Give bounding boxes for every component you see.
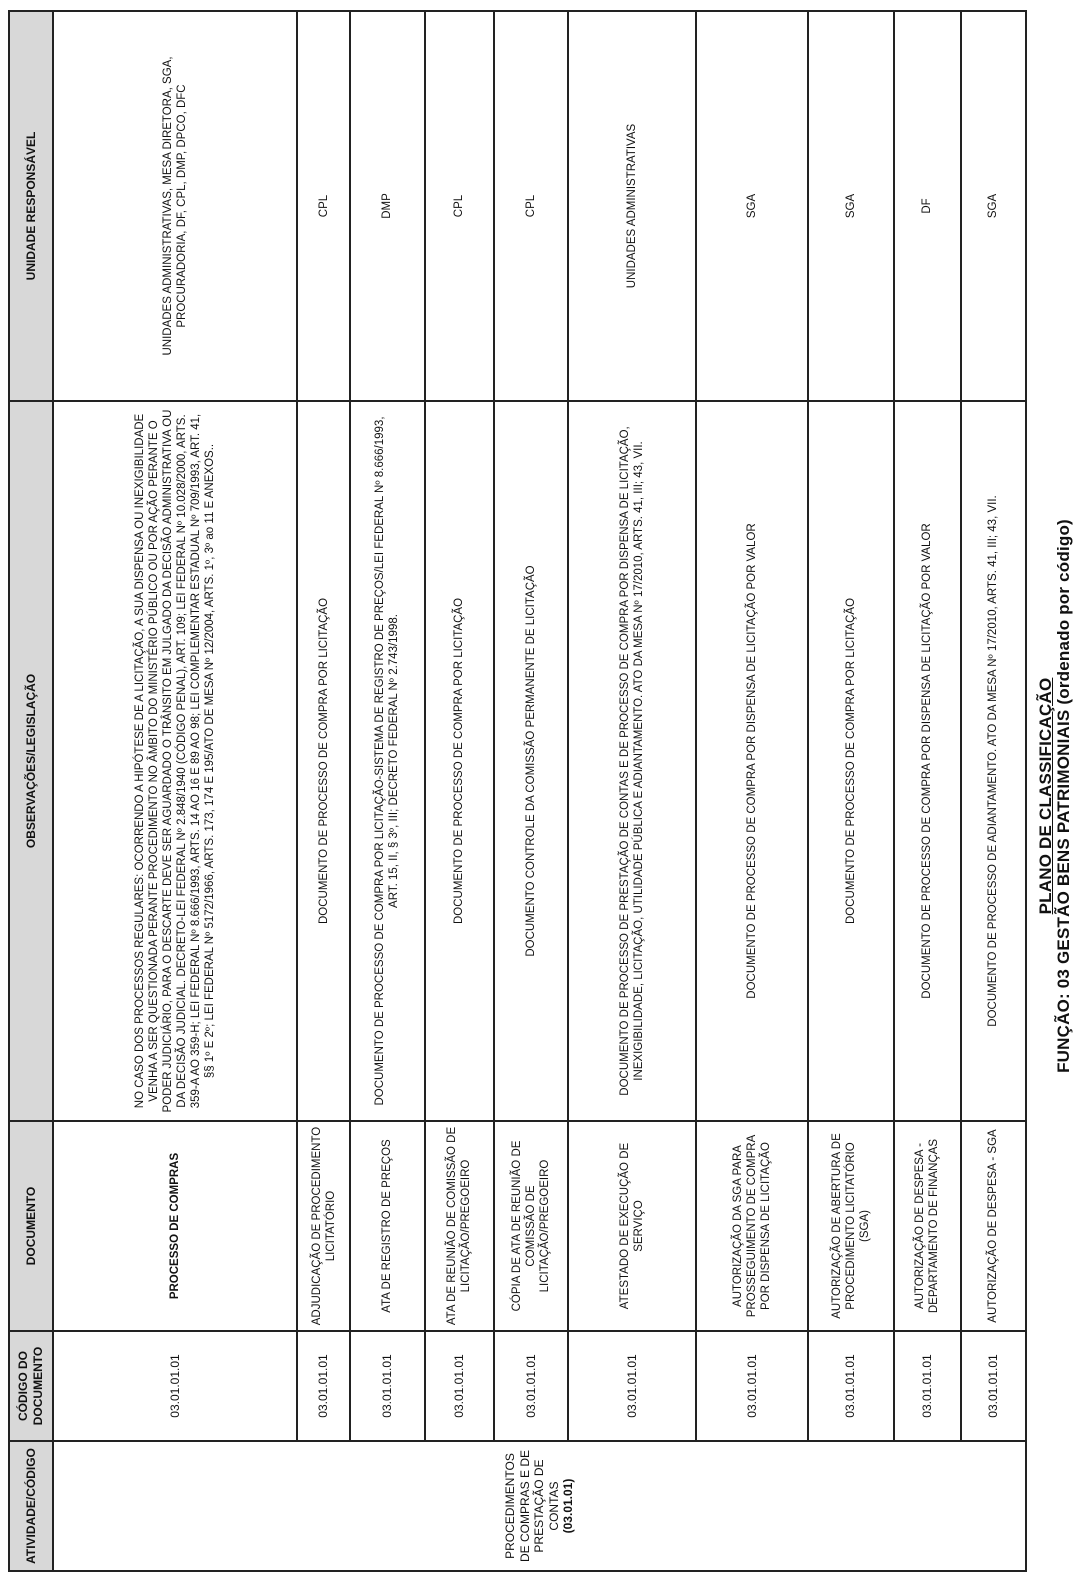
- document-name-cell: ATA DE REGISTRO DE PREÇOS: [350, 1121, 424, 1331]
- table-row: [494, 11, 568, 1571]
- document-name-cell: PROCESSO DE COMPRAS: [53, 1121, 297, 1331]
- table-row: [894, 11, 961, 1571]
- document-name-cell: AUTORIZAÇÃO DE DESPESA - DEPARTAMENTO DE FINANÇAS: [894, 1121, 961, 1331]
- responsible-unit-cell: DF: [894, 11, 961, 401]
- responsible-unit-cell: UNIDADES ADMINISTRATIVAS, MESA DIRETORA, SGA, PROCURADORIA, DF, CPL, DMP, DPCO, DFC: [53, 11, 297, 401]
- observations-cell: DOCUMENTO DE PROCESSO DE COMPRA POR DISPENSA DE LICITAÇÃO POR VALOR: [894, 401, 961, 1121]
- document-name-cell: ATESTADO DE EXECUÇÃO DE SERVIÇO: [568, 1121, 696, 1331]
- document-name-cell: AUTORIZAÇÃO DA SGA PARA PROSSEGUIMENTO DE COMPRA POR DISPENSA DE LICITAÇÃO: [696, 1121, 807, 1331]
- col-header-doc-code: CÓDIGO DO DOCUMENTO: [9, 1331, 53, 1441]
- observations-cell: DOCUMENTO DE PROCESSO DE COMPRA POR LICITAÇÃO-SISTEMA DE REGISTRO DE PREÇOS/LEI FEDERAL Nº 8.666/1993, ART. 15, II, § 3º, III; DECRETO FEDERAL Nº 2.743/1998.: [350, 401, 424, 1121]
- responsible-unit-cell: SGA: [696, 11, 807, 401]
- page-title: PLANO DE CLASSIFICAÇÃO: [1036, 677, 1055, 915]
- document-code-cell: 03.01.01.01: [568, 1331, 696, 1441]
- col-header-observations: OBSERVAÇÕES/LEGISLAÇÃO: [9, 401, 53, 1121]
- col-header-unit: UNIDADE RESPONSÁVEL: [9, 11, 53, 401]
- document-code-cell: 03.01.01.01: [350, 1331, 424, 1441]
- document-code-cell: 03.01.01.01: [425, 1331, 495, 1441]
- table-row: [297, 11, 350, 1571]
- document-code-cell: 03.01.01.01: [961, 1331, 1026, 1441]
- document-name-cell: AUTORIZAÇÃO DE DESPESA - SGA: [961, 1121, 1026, 1331]
- observations-cell: DOCUMENTO DE PROCESSO DE COMPRA POR LICITAÇÃO: [425, 401, 495, 1121]
- table-header-row: [9, 11, 53, 1571]
- table-row: [350, 11, 424, 1571]
- observations-cell: DOCUMENTO DE PROCESSO DE COMPRA POR LICITAÇÃO: [297, 401, 350, 1121]
- document-name-cell: ATA DE REUNIÃO DE COMISSÃO DE LICITAÇÃO/PREGOEIRO: [425, 1121, 495, 1331]
- document-code-cell: 03.01.01.01: [894, 1331, 961, 1441]
- document-name-cell: AUTORIZAÇÃO DE ABERTURA DE PROCEDIMENTO LICITATÓRIO (SGA): [808, 1121, 894, 1331]
- responsible-unit-cell: UNIDADES ADMINISTRATIVAS: [568, 11, 696, 401]
- table-row: [568, 11, 696, 1571]
- responsible-unit-cell: CPL: [297, 11, 350, 401]
- document-name-cell: CÓPIA DE ATA DE REUNIÃO DE COMISSÃO DE LICITAÇÃO/PREGOEIRO: [494, 1121, 568, 1331]
- observations-cell: DOCUMENTO DE PROCESSO DE COMPRA POR LICITAÇÃO: [808, 401, 894, 1121]
- activity-cell: [53, 1441, 1026, 1571]
- responsible-unit-cell: SGA: [808, 11, 894, 401]
- col-header-activity: ATIVIDADE/CÓDIGO: [9, 1441, 53, 1571]
- observations-cell: DOCUMENTO DE PROCESSO DE COMPRA POR DISPENSA DE LICITAÇÃO POR VALOR: [696, 401, 807, 1121]
- table-row: [808, 11, 894, 1571]
- activity-label: PROCEDIMENTOS DE COMPRAS E DE PRESTAÇÃO DE CONTAS: [502, 1449, 561, 1563]
- document-code-cell: 03.01.01.01: [297, 1331, 350, 1441]
- responsible-unit-cell: SGA: [961, 11, 1026, 401]
- page-subtitle: FUNÇÃO: 03 GESTÃO BENS PATRIMONIAIS (ordenado por código): [1054, 519, 1073, 1073]
- classification-table: [8, 10, 1027, 1572]
- observations-cell: DOCUMENTO DE PROCESSO DE PRESTAÇÃO DE CONTAS E DE PROCESSO DE COMPRA POR DISPENSA DE LICITAÇÃO, INEXIGIBILIDADE, LICITAÇÃO, UTILIDADE PÚBLICA E ADIANTAMENTO. ATO DA MESA Nº 17/2010, ARTS. 41, III; 43, VII.: [568, 401, 696, 1121]
- document-code-cell: 03.01.01.01: [53, 1331, 297, 1441]
- responsible-unit-cell: CPL: [494, 11, 568, 401]
- document-code-cell: 03.01.01.01: [696, 1331, 807, 1441]
- col-header-document: DOCUMENTO: [9, 1121, 53, 1331]
- document-name-cell: ADJUDICAÇÃO DE PROCEDIMENTO LICITATÓRIO: [297, 1121, 350, 1331]
- responsible-unit-cell: CPL: [425, 11, 495, 401]
- table-row: [961, 11, 1026, 1571]
- document-code-cell: 03.01.01.01: [808, 1331, 894, 1441]
- table-row: [53, 11, 297, 1571]
- document-code-cell: 03.01.01.01: [494, 1331, 568, 1441]
- table-row: [425, 11, 495, 1571]
- observations-cell: DOCUMENTO CONTROLE DA COMISSÃO PERMANENTE DE LICITAÇÃO: [494, 401, 568, 1121]
- table-body: [53, 11, 1026, 1571]
- responsible-unit-cell: DMP: [350, 11, 424, 401]
- table-row: [696, 11, 807, 1571]
- observations-cell: DOCUMENTO DE PROCESSO DE ADIANTAMENTO. ATO DA MESA Nº 17/2010, ARTS. 41, III; 43, VII.: [961, 401, 1026, 1121]
- observations-cell: NO CASO DOS PROCESSOS REGULARES: OCORRENDO A HIPÓTESE DE A LICITAÇÃO, A SUA DISPENSA OU INEXIGIBILIDADE VENHA A SER QUESTIONADA PERANTE PROCEDIMENTO NO ÂMBITO DO MINISTÉRIO PÚBLICO OU POR AÇÃO PERANTE O PODER JUDICIÁRIO, PARA O DESCARTE DEVE SER AGUARDADO O TRÂNSITO EM JULGADO DA DECISÃO ADMINISTRATIVA OU DA DECISÃO JUDICIAL. DECRETO-LEI FEDERAL Nº 2.848/1940 (CÓDIGO PENAL), ART. 109; LEI FEDERAL Nº 10.028/2000, ARTS. 359-A AO 359-H; LEI FEDERAL Nº 8.666/1993, ARTS. 14 AO 16 E 89 AO 98; LEI COMPLEMENTAR ESTADUAL Nº 709/1993, ART. 41, §§ 1º E 2º; LEI FEDERAL Nº 5172/1966, ARTS. 173, 174 E 195/ATO DE MESA Nº 12/2004, ARTS. 1º, 3º ao 11 E ANEXOS..: [53, 401, 297, 1121]
- activity-code: (03.01.01): [561, 1478, 576, 1534]
